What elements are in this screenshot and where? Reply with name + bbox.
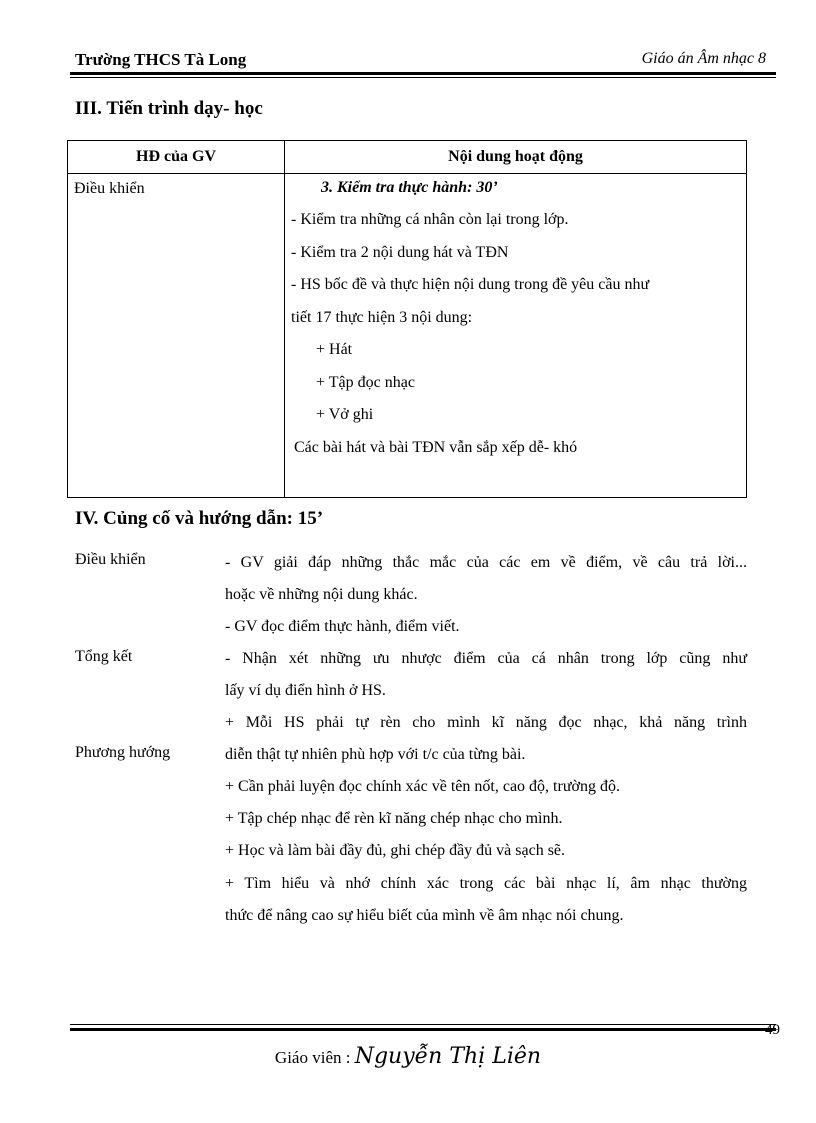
list-item: + Hát: [316, 341, 353, 358]
label-control: Điều khiển: [75, 551, 146, 568]
list-item: + Tập đọc nhạc: [316, 373, 415, 391]
body-line: + Tập chép nhạc để rèn kĩ năng chép nhạc cho mình.: [225, 810, 563, 827]
col-header-teacher: HĐ của GV: [68, 141, 285, 174]
col-header-content: Nội dung hoạt động: [285, 141, 747, 174]
footer-rule: [70, 1028, 776, 1031]
teacher-name: Nguyễn Thị Liên: [354, 1044, 542, 1069]
label-summary: Tổng kết: [75, 648, 133, 665]
lesson-table: [67, 140, 747, 498]
activity-title: 3. Kiểm tra thực hành: 30’: [321, 179, 498, 196]
footer-rule-thin: [70, 1024, 776, 1025]
page-number: 49: [765, 1022, 780, 1038]
activity-content: [285, 174, 747, 498]
section-3-title: III. Tiến trình dạy- học: [75, 98, 263, 119]
body-line: - Nhận xét những ưu nhược điểm của cá nhân trong lớp cũng như: [225, 650, 747, 667]
subject-title: Giáo án Âm nhạc 8: [641, 50, 766, 67]
body-line: lấy ví dụ điển hình ở HS.: [225, 682, 386, 699]
body-line: + Mỗi HS phải tự rèn cho mình kĩ năng đọc nhạc, khả năng trình: [225, 714, 747, 731]
body-line: thức để nâng cao sự hiểu biết của mình về âm nhạc nói chung.: [225, 907, 624, 924]
body-line: - GV giải đáp những thắc mắc của các em về điểm, về câu trả lời...: [225, 554, 747, 571]
list-item: Các bài hát và bài TĐN vẫn sắp xếp dễ- khó: [294, 438, 578, 456]
list-item: - Kiểm tra 2 nội dung hát và TĐN: [291, 243, 509, 261]
body-line: diễn thật tự nhiên phù hợp với t/c của từng bài.: [225, 746, 526, 763]
body-line: + Tìm hiểu và nhớ chính xác trong các bài nhạc lí, âm nhạc thường: [225, 875, 747, 892]
section-4-title: IV. Củng cố và hướng dẫn: 15’: [75, 508, 324, 529]
school-name: Trường THCS Tà Long: [75, 50, 247, 69]
body-line: - GV đọc điểm thực hành, điểm viết.: [225, 618, 460, 635]
body-line: + Cần phải luyện đọc chính xác về tên nốt, cao độ, trường độ.: [225, 778, 620, 795]
list-item: - HS bốc đề và thực hiện nội dung trong đề yêu cầu như: [291, 276, 650, 293]
teacher-signature: [0, 1044, 816, 1069]
list-item: + Vở ghi: [316, 406, 374, 423]
header-rule: [70, 72, 776, 75]
table-header-row: [68, 141, 747, 174]
list-item: - Kiểm tra những cá nhân còn lại trong lớp.: [291, 211, 569, 228]
table-row: [68, 174, 747, 498]
body-line: hoặc về những nội dung khác.: [225, 586, 418, 603]
body-line: + Học và làm bài đầy đủ, ghi chép đầy đủ và sạch sẽ.: [225, 842, 566, 859]
label-direction: Phương hướng: [75, 744, 171, 761]
row-label-control: Điều khiển: [68, 174, 285, 498]
header-rule-thin: [70, 77, 776, 78]
teacher-label: Giáo viên :: [274, 1048, 355, 1067]
list-item: tiết 17 thực hiện 3 nội dung:: [291, 308, 473, 326]
